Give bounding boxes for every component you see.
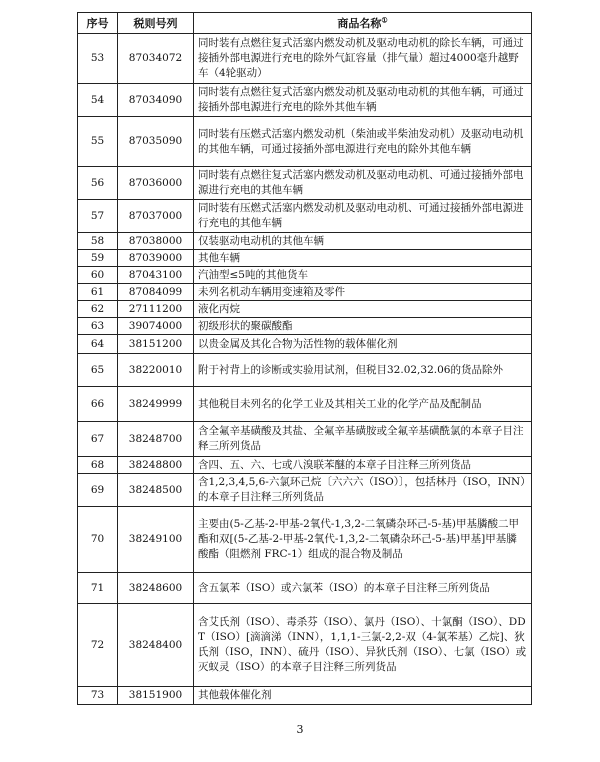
row-name: 附于衬背上的诊断或实验用试剂，但税目32.02,32.06的货品除外 bbox=[194, 354, 532, 387]
row-seq: 60 bbox=[78, 267, 118, 284]
table-row bbox=[78, 387, 532, 422]
table-row bbox=[78, 474, 532, 507]
row-seq: 59 bbox=[78, 250, 118, 267]
row-seq: 68 bbox=[78, 457, 118, 474]
row-seq: 56 bbox=[78, 167, 118, 200]
row-name: 含五氯苯（ISO）或六氯苯（ISO）的本章子目注释三所列货品 bbox=[194, 573, 532, 604]
row-seq: 62 bbox=[78, 301, 118, 318]
row-code: 38249100 bbox=[118, 507, 194, 573]
table-row bbox=[78, 335, 532, 354]
row-name: 同时装有点燃往复式活塞内燃发动机及驱动电动机、可通过接插外部电源进行充电的其他车辆 bbox=[194, 167, 532, 200]
table-row bbox=[78, 422, 532, 457]
row-name: 同时装有点燃往复式活塞内燃发动机及驱动电动机的除长车辆，可通过接插外部电源进行充电的除外气缸容量（排气量）超过4000毫升越野车（4轮驱动） bbox=[194, 34, 532, 84]
table-row bbox=[78, 318, 532, 335]
footnote-mark: ① bbox=[381, 14, 388, 24]
table-row bbox=[78, 267, 532, 284]
row-name: 含全氟辛基磺酸及其盐、全氟辛基磺胺或全氟辛基磺酰氯的本章子目注释三所列货品 bbox=[194, 422, 532, 457]
row-seq: 64 bbox=[78, 335, 118, 354]
row-code: 87036000 bbox=[118, 167, 194, 200]
row-seq: 70 bbox=[78, 507, 118, 573]
row-seq: 58 bbox=[78, 233, 118, 250]
row-seq: 73 bbox=[78, 687, 118, 705]
row-code: 38248600 bbox=[118, 573, 194, 604]
row-seq: 65 bbox=[78, 354, 118, 387]
table-row bbox=[78, 233, 532, 250]
row-name: 初级形状的聚碳酸酯 bbox=[194, 318, 532, 335]
row-seq: 72 bbox=[78, 604, 118, 687]
row-code: 87037000 bbox=[118, 200, 194, 233]
row-code: 87034072 bbox=[118, 34, 194, 84]
row-name: 含四、五、六、七或八溴联苯醚的本章子目注释三所列货品 bbox=[194, 457, 532, 474]
page-number: 3 bbox=[296, 723, 304, 736]
row-seq: 66 bbox=[78, 387, 118, 422]
row-code: 87039000 bbox=[118, 250, 194, 267]
row-name: 其他税目未列名的化学工业及其相关工业的化学产品及配制品 bbox=[194, 387, 532, 422]
table-row bbox=[78, 167, 532, 200]
row-code: 38151200 bbox=[118, 335, 194, 354]
row-name: 含1,2,3,4,5,6-六氯环己烷〔六六六（ISO）〕，包括林丹（ISO，INN）的本章子目注释三所列货品 bbox=[194, 474, 532, 507]
row-name: 其他车辆 bbox=[194, 250, 532, 267]
row-seq: 55 bbox=[78, 117, 118, 167]
table-row bbox=[78, 34, 532, 84]
table-row bbox=[78, 250, 532, 267]
row-name: 含艾氏剂（ISO）、毒杀芬（ISO）、氯丹（ISO）、十氯酮（ISO）、DDT（ISO）[滴滴涕（INN），1,1,1-三氯-2,2-双（4-氯苯基）乙烷]、狄氏剂（ISO，INN）、硫丹（ISO）、异狄氏剂（ISO）、七氯（ISO）或灭蚁灵（ISO）的本章子目注释三所列货品 bbox=[194, 604, 532, 687]
row-code: 38248500 bbox=[118, 474, 194, 507]
header-seq: 序号 bbox=[78, 13, 118, 34]
row-code: 87034090 bbox=[118, 84, 194, 117]
row-name: 仅装驱动电动机的其他车辆 bbox=[194, 233, 532, 250]
row-seq: 53 bbox=[78, 34, 118, 84]
row-code: 87084099 bbox=[118, 284, 194, 301]
header-name-label: 商品名称 bbox=[337, 16, 382, 30]
row-code: 87038000 bbox=[118, 233, 194, 250]
row-name: 同时装有压燃式活塞内燃发动机及驱动电动机、可通过接插外部电源进行充电的其他车辆 bbox=[194, 200, 532, 233]
table-row bbox=[78, 457, 532, 474]
row-name: 液化丙烷 bbox=[194, 301, 532, 318]
row-name: 同时装有点燃往复式活塞内燃发动机及驱动电动机的其他车辆，可通过接插外部电源进行充电的除外其他车辆 bbox=[194, 84, 532, 117]
table-body bbox=[78, 34, 532, 705]
row-seq: 67 bbox=[78, 422, 118, 457]
table-row bbox=[78, 84, 532, 117]
row-name: 汽油型≤5吨的其他货车 bbox=[194, 267, 532, 284]
row-code: 38248700 bbox=[118, 422, 194, 457]
row-seq: 54 bbox=[78, 84, 118, 117]
row-code: 38151900 bbox=[118, 687, 194, 705]
table-row bbox=[78, 507, 532, 573]
table-row bbox=[78, 604, 532, 687]
row-code: 87043100 bbox=[118, 267, 194, 284]
table-row bbox=[78, 117, 532, 167]
row-seq: 71 bbox=[78, 573, 118, 604]
row-code: 38248800 bbox=[118, 457, 194, 474]
row-name: 其他载体催化剂 bbox=[194, 687, 532, 705]
table-row bbox=[78, 284, 532, 301]
row-code: 38220010 bbox=[118, 354, 194, 387]
header-code: 税则号列 bbox=[118, 13, 194, 34]
table-row bbox=[78, 301, 532, 318]
table-row bbox=[78, 354, 532, 387]
row-seq: 63 bbox=[78, 318, 118, 335]
row-code: 38249999 bbox=[118, 387, 194, 422]
row-seq: 61 bbox=[78, 284, 118, 301]
row-seq: 57 bbox=[78, 200, 118, 233]
row-name: 同时装有压燃式活塞内燃发动机（柴油或半柴油发动机）及驱动电动机的其他车辆，可通过接插外部电源进行充电的除外其他车辆 bbox=[194, 117, 532, 167]
row-code: 39074000 bbox=[118, 318, 194, 335]
tariff-table bbox=[77, 12, 532, 705]
row-code: 87035090 bbox=[118, 117, 194, 167]
table-row bbox=[78, 573, 532, 604]
table-row bbox=[78, 687, 532, 705]
row-code: 38248400 bbox=[118, 604, 194, 687]
row-seq: 69 bbox=[78, 474, 118, 507]
header-name bbox=[194, 13, 532, 34]
row-code: 27111200 bbox=[118, 301, 194, 318]
row-name: 未列名机动车辆用变速箱及零件 bbox=[194, 284, 532, 301]
row-name: 主要由(5-乙基-2-甲基-2氧代-1,3,2-二氧磷杂环己-5-基)甲基膦酸二甲酯和双[(5-乙基-2-甲基-2氧代-1,3,2-二氧磷杂环己-5-基)甲基]甲基膦酸酯（阻燃剂 FRC-1）组成的混合物及制品 bbox=[194, 507, 532, 573]
table-header-row bbox=[78, 13, 532, 34]
table-row bbox=[78, 200, 532, 233]
row-name: 以贵金属及其化合物为活性物的载体催化剂 bbox=[194, 335, 532, 354]
